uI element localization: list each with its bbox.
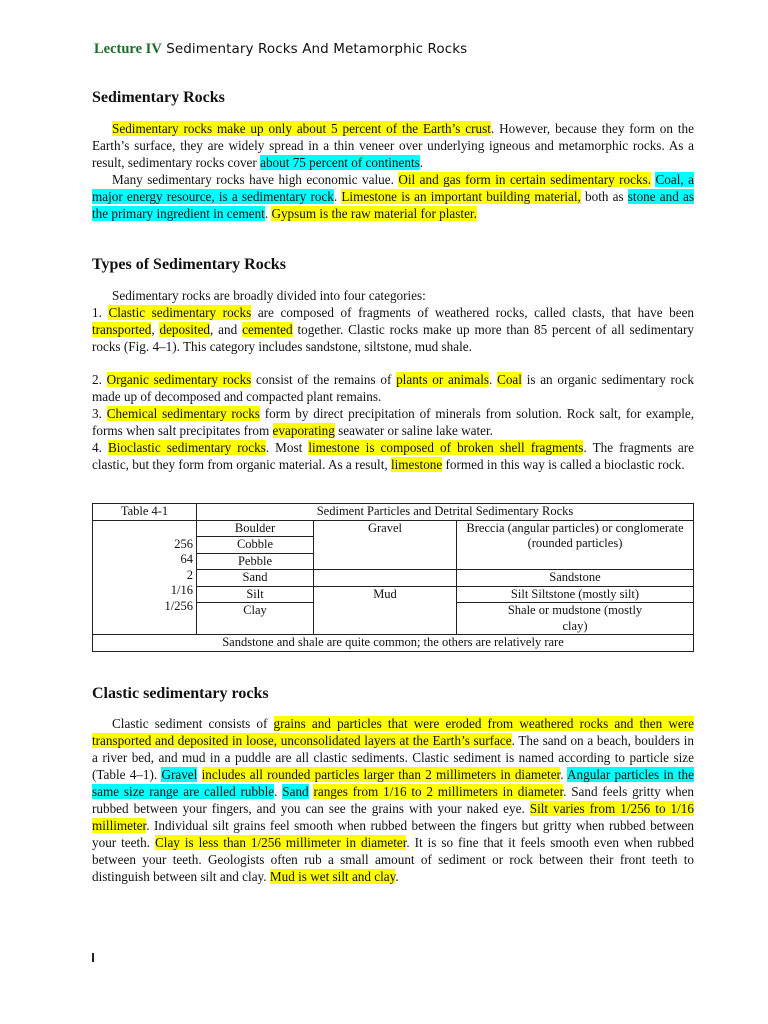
cell-clay: Clay bbox=[197, 603, 314, 635]
cell-boulder: Boulder bbox=[197, 520, 314, 537]
text-run: Many sedimentary rocks have high economic value. bbox=[112, 172, 399, 187]
cell-siltstone: Silt Siltstone (mostly silt) bbox=[457, 586, 694, 603]
text-run: form by direct precipitation of minerals from solution. Rock salt, for example, forms when salt precipitates from bbox=[92, 406, 695, 438]
highlighted-text: limestone bbox=[390, 457, 443, 472]
text-run: consist of the remains of bbox=[251, 372, 397, 387]
list-item-clastic bbox=[92, 304, 694, 355]
highlighted-text: Mud is wet silt and clay bbox=[269, 869, 396, 884]
types-intro: Sedimentary rocks are broadly divided into four categories: bbox=[112, 288, 426, 303]
text-run: . bbox=[419, 155, 424, 170]
text-run: is an organic sedimentary rock made up of decomposed and compacted plant remains. bbox=[92, 372, 694, 404]
highlighted-text: deposited bbox=[159, 322, 211, 337]
text-run: , and bbox=[210, 322, 243, 337]
paragraph-intro bbox=[92, 120, 694, 171]
size-256: 256 bbox=[174, 536, 193, 551]
text-run: 3. bbox=[92, 406, 107, 421]
cell-silt: Silt bbox=[197, 586, 314, 603]
cell-gravel: Gravel bbox=[314, 520, 457, 570]
highlighted-text: Sand bbox=[282, 784, 309, 799]
cell-sand: Sand bbox=[197, 570, 314, 587]
highlighted-text: Gravel bbox=[161, 767, 198, 782]
heading-sedimentary-rocks: Sedimentary Rocks bbox=[92, 89, 225, 106]
highlighted-text: Coal bbox=[497, 372, 522, 387]
size-1-256: 1/256 bbox=[164, 598, 193, 613]
highlighted-text: Coal, a major energy resource, is a sedimentary rock bbox=[92, 172, 694, 204]
sediment-table bbox=[92, 503, 694, 652]
highlighted-text: about 75 percent of continents bbox=[260, 155, 420, 170]
size-2: 2 bbox=[186, 567, 193, 582]
text-run: . bbox=[264, 206, 272, 221]
list-item-chemical bbox=[92, 405, 694, 439]
list-item-organic bbox=[92, 371, 694, 405]
text-run: both as bbox=[580, 189, 628, 204]
highlighted-text: Clay is less than 1/256 millimeter in diameter bbox=[154, 835, 407, 850]
highlighted-text: plants or animals bbox=[396, 372, 490, 387]
text-run: Clastic sediment consists of bbox=[112, 716, 274, 731]
text-run: . Individual silt grains feel smooth when rubbed between the fingers but gritty when rubbed between your teeth. bbox=[92, 818, 694, 850]
text-run bbox=[197, 767, 201, 782]
text-run: . It is so fine that it feels smooth even when rubbed between your teeth. Geologists often rub a small amount of sediment or rock between their front teeth to distinguish between silt and clay. bbox=[92, 835, 694, 884]
cell-empty bbox=[314, 570, 457, 587]
cell-cobble: Cobble bbox=[197, 537, 314, 554]
text-run: . Most bbox=[265, 440, 309, 455]
table-footer: Sandstone and shale are quite common; the others are relatively rare bbox=[93, 635, 694, 652]
cell-sandstone: Sandstone bbox=[457, 570, 694, 587]
cell-mud: Mud bbox=[314, 586, 457, 635]
text-run: . bbox=[333, 189, 342, 204]
highlighted-text: stone and as the primary ingredient in cement bbox=[92, 189, 694, 221]
highlighted-text: Limestone is an important building material, bbox=[341, 189, 581, 204]
text-run: . Sand feels gritty when rubbed between your fingers, and you can see the grains with your naked eye. bbox=[92, 784, 695, 816]
text-run: seawater or saline lake water. bbox=[334, 423, 493, 438]
table-caption: Sediment Particles and Detrital Sedimentary Rocks bbox=[197, 504, 694, 521]
cell-pebble: Pebble bbox=[197, 553, 314, 570]
size-column bbox=[93, 520, 197, 635]
text-run: 2. bbox=[92, 372, 107, 387]
highlighted-text: Silt varies from 1/256 to 1/16 millimeter bbox=[92, 801, 694, 833]
highlighted-text: Clastic sedimentary rocks bbox=[108, 305, 252, 320]
highlighted-text: transported bbox=[92, 322, 152, 337]
table-label: Table 4-1 bbox=[93, 504, 197, 521]
heading-types: Types of Sedimentary Rocks bbox=[92, 256, 286, 273]
highlighted-text: ranges from 1/16 to 2 millimeters in diameter bbox=[313, 784, 564, 799]
highlighted-text: Sedimentary rocks make up only about 5 percent of the Earth’s crust bbox=[112, 121, 491, 136]
page-header bbox=[94, 41, 467, 58]
highlighted-text: Organic sedimentary rocks bbox=[106, 372, 252, 387]
text-run: . bbox=[395, 869, 399, 884]
cell-breccia: Breccia (angular particles) or conglomerate (rounded particles) bbox=[457, 520, 694, 570]
highlighted-text: evaporating bbox=[272, 423, 335, 438]
size-64: 64 bbox=[180, 552, 193, 566]
text-run: formed in this way is called a bioclastic rock. bbox=[442, 457, 685, 472]
page-footer-mark bbox=[92, 953, 94, 962]
paragraph-economic bbox=[92, 171, 694, 222]
highlighted-text: Oil and gas form in certain sedimentary rocks. bbox=[398, 172, 652, 187]
text-run: . The sand on a beach, boulders in a river bed, and mud in a puddle are all clastic sediments. Clastic sediment is named according to particle size (Table 4–1). bbox=[92, 733, 694, 782]
text-run: . bbox=[489, 372, 498, 387]
text-run: together. Clastic rocks make up more than 85 percent of all sedimentary rocks (Fig. 4–1). This category includes sandstone, siltstone, mud shale. bbox=[92, 322, 695, 354]
highlighted-text: Bioclastic sedimentary rocks bbox=[107, 440, 266, 455]
heading-clastic: Clastic sedimentary rocks bbox=[92, 685, 269, 702]
cell-shale: Shale or mudstone (mostly clay) bbox=[457, 603, 694, 635]
text-run: 4. bbox=[92, 440, 108, 455]
highlighted-text: grains and particles that were eroded from weathered rocks and then were transported and deposited in loose, unconsolidated layers at the Earth’s surface bbox=[92, 716, 694, 748]
highlighted-text: Gypsum is the raw material for plaster. bbox=[271, 206, 477, 221]
paragraph-clastic bbox=[92, 715, 694, 885]
lecture-title: Sedimentary Rocks And Metamorphic Rocks bbox=[161, 41, 468, 57]
highlighted-text: cemented bbox=[242, 322, 293, 337]
text-run: are composed of fragments of weathered rocks, called clasts, that have been bbox=[251, 305, 695, 320]
highlighted-text: includes all rounded particles larger than 2 millimeters in diameter bbox=[201, 767, 561, 782]
highlighted-text: Angular particles in the same size range are called rubble bbox=[92, 767, 694, 799]
text-run: 1. bbox=[92, 305, 109, 320]
size-1-16: 1/16 bbox=[170, 583, 193, 597]
highlighted-text: limestone is composed of broken shell fragments bbox=[308, 440, 584, 455]
text-run: . The fragments are clastic, but they form from organic material. As a result, bbox=[92, 440, 695, 472]
text-run: . bbox=[274, 784, 283, 799]
text-run: . bbox=[560, 767, 568, 782]
lecture-label: Lecture IV bbox=[94, 41, 162, 57]
text-run: . However, because they form on the Earth’s surface, they are widely spread in a thin veneer over underlying igneous and metamorphic rocks. As a result, sedimentary rocks cover bbox=[92, 121, 694, 170]
highlighted-text: Chemical sedimentary rocks bbox=[106, 406, 260, 421]
list-item-bioclastic bbox=[92, 439, 694, 473]
text-run: , bbox=[151, 322, 160, 337]
